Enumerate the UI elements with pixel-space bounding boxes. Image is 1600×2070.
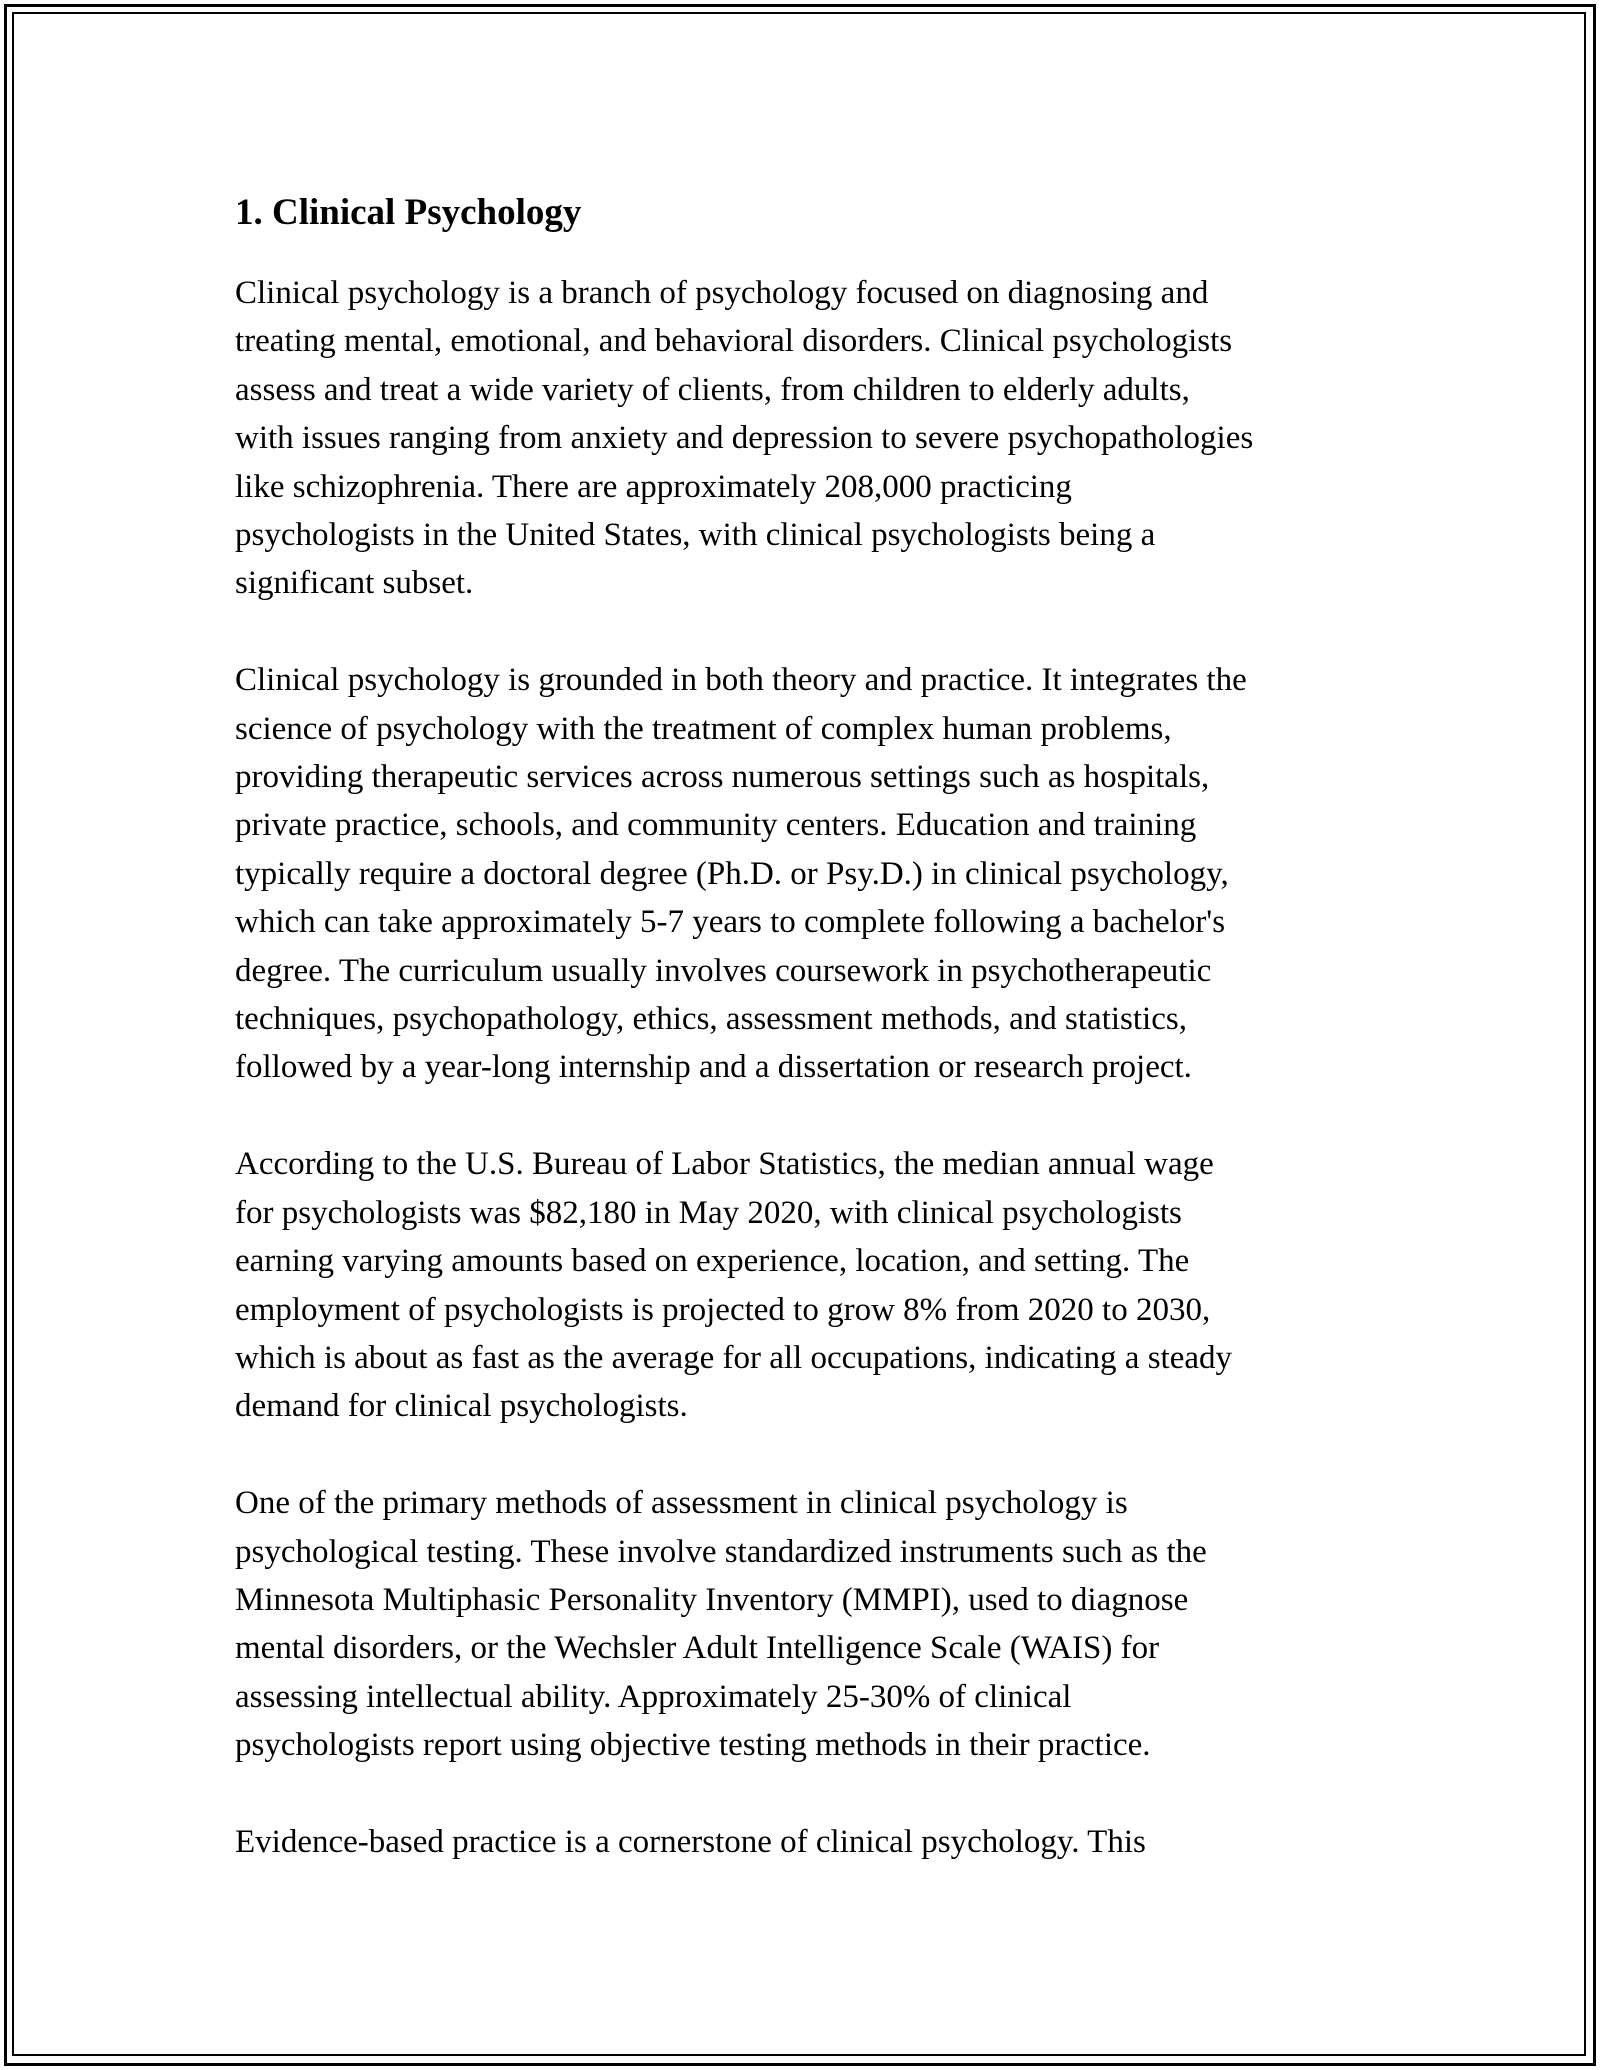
text-line: Clinical psychology is a branch of psychology focused on diagnosing and — [235, 275, 1209, 311]
text-line: which is about as fast as the average for all occupations, indicating a steady — [235, 1339, 1232, 1376]
text-line: According to the U.S. Bureau of Labor Statistics, the median annual wage — [235, 1146, 1214, 1183]
text-line: psychological testing. These involve standardized instruments such as the — [235, 1533, 1207, 1570]
text-line: treating mental, emotional, and behavioral disorders. Clinical psychologists — [235, 323, 1233, 360]
text-line: psychologists report using objective testing methods in their practice. — [235, 1727, 1151, 1764]
section-heading: 1. Clinical Psychology — [235, 192, 582, 233]
text-line: typically require a doctoral degree (Ph.D. or Psy.D.) in clinical psychology, — [235, 855, 1229, 892]
text-line: for psychologists was $82,180 in May 2020, with clinical psychologists — [235, 1194, 1182, 1231]
paragraph-3 — [235, 1140, 1395, 1430]
text-line: employment of psychologists is projected to grow 8% from 2020 to 2030, — [235, 1291, 1211, 1328]
text-line: private practice, schools, and community centers. Education and training — [235, 807, 1197, 844]
text-line: demand for clinical psychologists. — [235, 1388, 688, 1425]
text-line: One of the primary methods of assessment in clinical psychology is — [235, 1485, 1128, 1522]
text-line: which can take approximately 5-7 years to complete following a bachelor's — [235, 904, 1226, 941]
text-line: Clinical psychology is grounded in both theory and practice. It integrates the — [235, 662, 1247, 699]
text-line: techniques, psychopathology, ethics, assessment methods, and statistics, — [235, 1001, 1187, 1038]
paragraph-5 — [235, 1818, 1395, 1866]
text-line: providing therapeutic services across numerous settings such as hospitals, — [235, 759, 1210, 796]
text-line: assessing intellectual ability. Approximately 25-30% of clinical — [235, 1678, 1072, 1715]
paragraph-4 — [235, 1479, 1395, 1769]
text-line: assess and treat a wide variety of clients, from children to elderly adults, — [235, 371, 1190, 408]
text-line: followed by a year-long internship and a dissertation or research project. — [235, 1049, 1192, 1086]
text-line: with issues ranging from anxiety and depression to severe psychopathologies — [235, 420, 1254, 457]
text-line: science of psychology with the treatment of complex human problems, — [235, 710, 1172, 747]
text-line: Minnesota Multiphasic Personality Inventory (MMPI), used to diagnose — [235, 1581, 1189, 1618]
text-line: earning varying amounts based on experience, location, and setting. The — [235, 1243, 1190, 1280]
text-line: significant subset. — [235, 565, 474, 602]
document-body — [235, 185, 1395, 1915]
text-line: degree. The curriculum usually involves coursework in psychotherapeutic — [235, 952, 1212, 989]
text-line: Evidence-based practice is a cornerstone of clinical psychology. This — [235, 1823, 1146, 1860]
paragraph-2 — [235, 656, 1395, 1092]
text-line: psychologists in the United States, with clinical psychologists being a — [235, 517, 1156, 554]
text-line: like schizophrenia. There are approximately 208,000 practicing — [235, 468, 1072, 505]
paragraph-1 — [235, 269, 1395, 608]
text-line: mental disorders, or the Wechsler Adult Intelligence Scale (WAIS) for — [235, 1630, 1160, 1667]
